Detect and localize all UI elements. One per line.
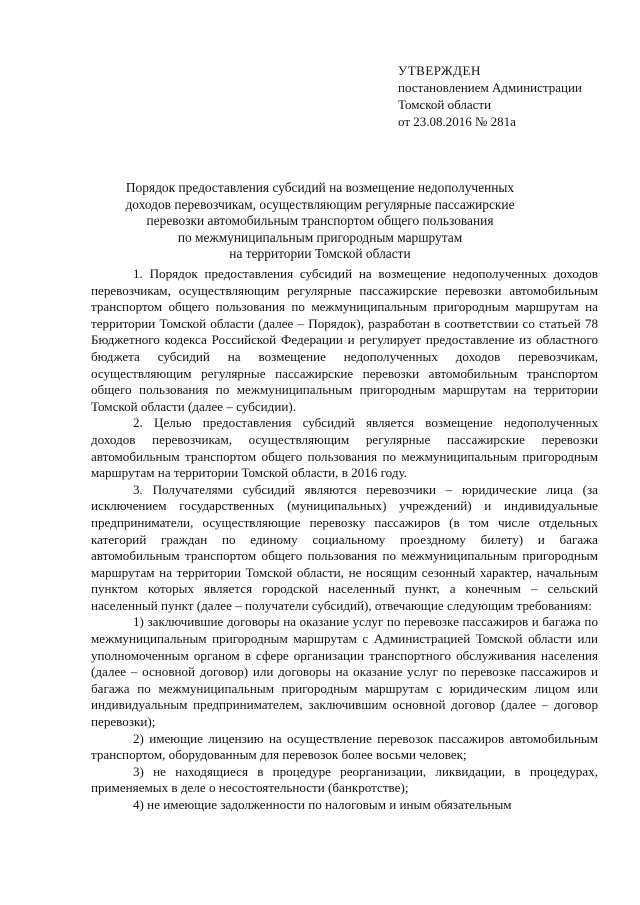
requirement-1: 1) заключившие договоры на оказание услуг по перевозке пассажиров и багажа по межмуниципальным пригородным маршрутам с Администрацией Томской области или уполномоченным органом в сфере организации транспортного обслуживания населения (далее – основной договор) или договоры на оказание услуг по перевозке пассажиров и багажа по межмуниципальным пригородным маршрутам с юридическим лицом или индивидуальным предпринимателем, заключившим основной договор (далее – договор перевозки); [91, 614, 598, 730]
paragraph-2: 2. Целью предоставления субсидий является возмещение недополученных доходов перевозчикам, осуществляющим регулярные пассажирские перевозки автомобильным транспортом общего пользования по межмуниципальным пригородным маршрутам на территории Томской области, в 2016 году. [91, 415, 598, 481]
requirement-4: 4) не имеющие задолженности по налоговым и иным обязательным [133, 797, 512, 812]
approval-line: Томской области [398, 97, 492, 112]
approval-date-number: от 23.08.2016 № 281а [398, 114, 516, 129]
title-line: Порядок предоставления субсидий на возмещение недополученных [125, 180, 515, 195]
title-line: перевозки автомобильным транспортом общего пользования [146, 213, 494, 228]
paragraph-3: 3. Получателями субсидий являются перевозчики – юридические лица (за исключением государственных (муниципальных) учреждений) и индивидуальные предприниматели, осуществляющие перевозку пассажиров (в том числе отдельных категорий граждан по единому социальному проездному билету) и багажа автомобильным транспортом общего пользования по межмуниципальным пригородным маршрутам на территории Томской области, не носящим сезонный характер, начальным пунктом которых является городской населенный пункт, а конечным – сельский населенный пункт (далее – получатели субсидий), отвечающие следующим требованиям: [91, 481, 598, 613]
approval-heading: УТВЕРЖДЕН [398, 63, 481, 78]
title-line: на территории Томской области [229, 246, 411, 261]
approval-line: постановлением Администрации [398, 80, 582, 95]
paragraph-1: 1. Порядок предоставления субсидий на возмещение недополученных доходов перевозчикам, осуществляющим регулярные пассажирские перевозки автомобильным транспортом общего пользования по межмуниципальным пригородным маршрутам на территории Томской области (далее – Порядок), разработан в соответствии со статьей 78 Бюджетного кодекса Российской Федерации и регулирует предоставление из областного бюджета субсидий на возмещение недополученных доходов перевозчикам, осуществляющим регулярные пассажирские перевозки автомобильным транспортом общего пользования по межмуниципальным пригородным маршрутам на территории Томской области (далее – субсидии). [91, 266, 598, 414]
title-line: по межмуниципальным пригородным маршрутам [177, 229, 463, 245]
approval-block [398, 62, 582, 130]
document-title [90, 180, 550, 263]
requirement-3: 3) не находящиеся в процедуре реорганизации, ликвидации, в процедурах, применяемых в деле о несостоятельности (банкротстве); [91, 763, 598, 796]
title-line: доходов перевозчикам, осуществляющим регулярные пассажирские [125, 196, 515, 212]
requirement-2: 2) имеющие лицензию на осуществление перевозок пассажиров автомобильным транспортом, оборудованным для перевозок более восьми человек; [91, 730, 598, 763]
document-body [91, 266, 598, 814]
